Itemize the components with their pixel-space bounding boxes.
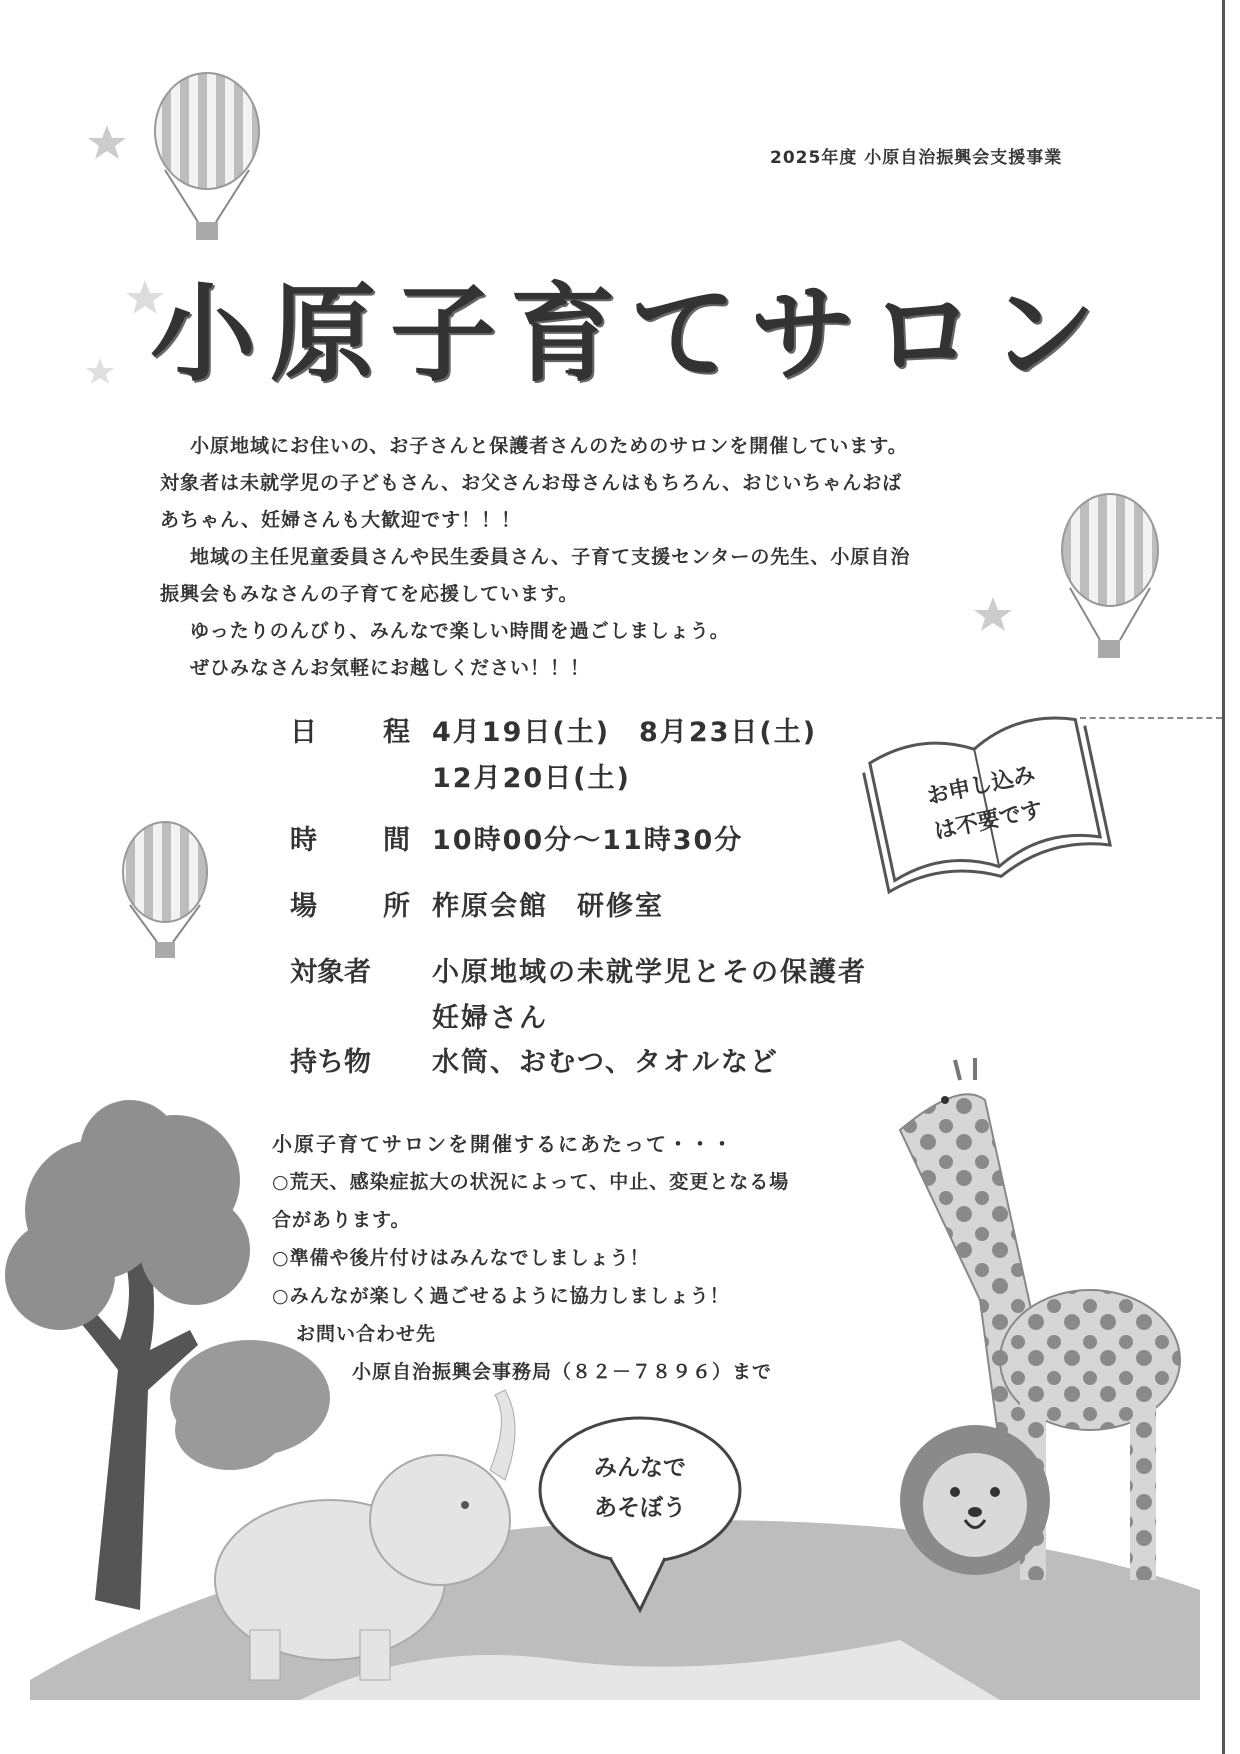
- star-icon: [86, 358, 114, 384]
- bubble-line-1: みんなで: [594, 1455, 686, 1481]
- page-title: 小原子育てサロン: [150, 273, 1110, 396]
- belongings-label: 持ち物: [290, 1047, 371, 1078]
- star-icon: [88, 125, 126, 159]
- intro-text: [160, 428, 1060, 687]
- book-note-line-1: お申し込み: [924, 762, 1038, 810]
- target-label: 対象者: [290, 957, 371, 988]
- place-label-a: 場: [290, 891, 317, 922]
- time-label: [290, 818, 410, 857]
- intro-line: 小原地域にお住いの、お子さんと保護者さんのためのサロンを開催しています。: [190, 435, 908, 457]
- hot-air-balloon-icon: [155, 73, 259, 240]
- bubble-line-2: あそぼう: [594, 1495, 686, 1521]
- time-value: 10時00分～11時30分: [432, 825, 744, 856]
- notes-item: 合があります。: [272, 1209, 411, 1231]
- schedule-label-a: 日: [290, 717, 317, 748]
- bubble-text: [570, 1448, 710, 1528]
- book-note-line-2: は不要です: [932, 797, 1046, 845]
- target-value-1: 小原地域の未就学児とその保護者: [432, 957, 867, 988]
- dashed-rule: [1080, 717, 1222, 719]
- page-edge-rule: [1222, 0, 1225, 1754]
- intro-line: ゆったりのんびり、みんなで楽しい時間を過ごしましょう。: [190, 620, 730, 642]
- lion-icon: [900, 1425, 1050, 1575]
- notes-item: ○準備や後片付けはみんなでしましょう！: [272, 1247, 650, 1269]
- intro-line: ぜひみなさんお気軽にお越しください！！！: [190, 657, 591, 679]
- notes-section: [272, 1128, 789, 1391]
- place-value: 柞原会館 研修室: [432, 891, 664, 922]
- header-note: 2025年度 小原自治振興会支援事業: [770, 148, 1063, 168]
- intro-line: 振興会もみなさんの子育てを応援しています。: [160, 583, 579, 605]
- intro-line: あちゃん、妊婦さんも大歓迎です！！！: [160, 509, 522, 531]
- hot-air-balloon-icon: [1062, 494, 1158, 658]
- belongings-value: 水筒、おむつ、タオルなど: [432, 1047, 779, 1078]
- intro-line: 地域の主任児童委員さんや民生委員さん、子育て支援センターの先生、小原自治: [190, 546, 911, 568]
- time-label-b: 間: [383, 825, 410, 856]
- contact-value: 小原自治振興会事務局（８２－７８９６）まで: [352, 1361, 773, 1383]
- place-label: [290, 884, 410, 923]
- place-label-b: 所: [383, 891, 410, 922]
- notes-heading: 小原子育てサロンを開催するにあたって・・・: [272, 1132, 734, 1156]
- intro-line: 対象者は未就学児の子どもさん、お父さんお母さんはもちろん、おじいちゃんおば: [160, 472, 903, 494]
- time-label-a: 時: [290, 825, 317, 856]
- schedule-label: [290, 710, 410, 749]
- hot-air-balloon-icon: [123, 822, 207, 958]
- notes-item: ○荒天、感染症拡大の状況によって、中止、変更となる場: [272, 1171, 790, 1193]
- target-value-2: 妊婦さん: [432, 1003, 548, 1034]
- schedule-value-1: 4月19日(土) 8月23日(土): [432, 717, 818, 748]
- schedule-value-2: 12月20日(土): [432, 763, 631, 794]
- schedule-label-b: 程: [383, 717, 410, 748]
- contact-label: お問い合わせ先: [296, 1323, 437, 1345]
- notes-item: ○みんなが楽しく過ごせるように協力しましょう！: [272, 1285, 730, 1307]
